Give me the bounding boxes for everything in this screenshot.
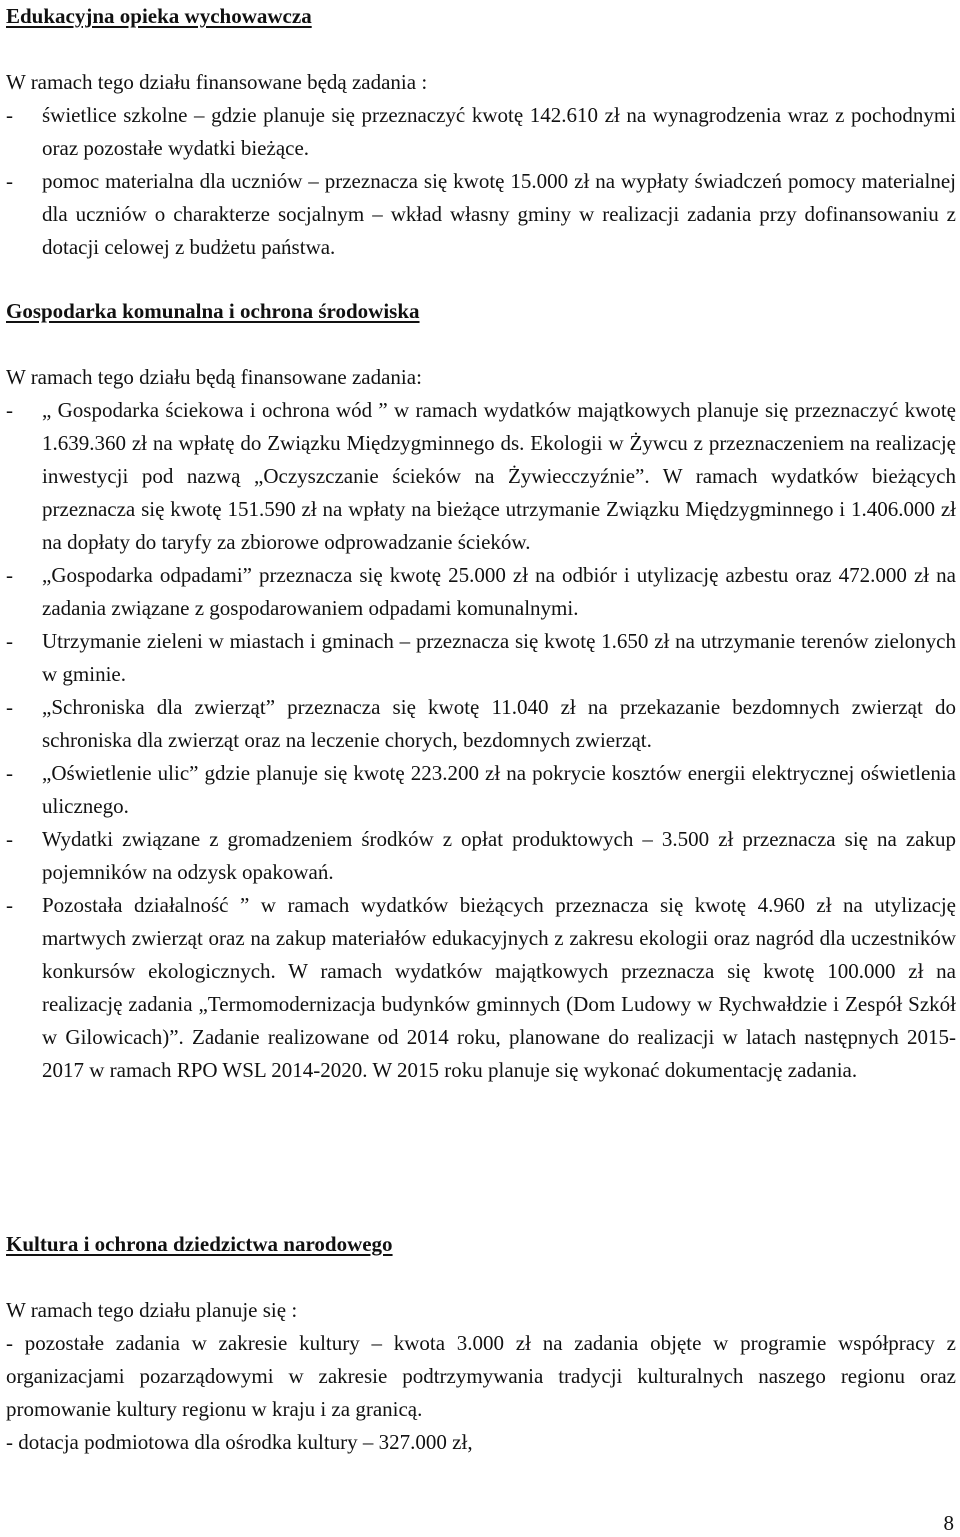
section-intro: W ramach tego działu planuje się : [6,1298,298,1322]
section-title: Gospodarka komunalna i ochrona środowiska [6,299,420,323]
paragraph: - pozostałe zadania w zakresie kultury – kwota 3.000 zł na zadania objęte w programie współpracy z organizacjami pozarządowymi w zakresie podtrzymywania tradycji kulturalnych naszego regionu oraz promowanie kultury regionu w kraju i za granicą. [6,1331,956,1421]
paragraph: - dotacja podmiotowa dla ośrodka kultury – 327.000 zł, [6,1430,473,1454]
list-item [6,394,956,559]
section-communal [6,295,956,1087]
list-item [6,757,956,823]
dash-bullet: - [6,695,13,719]
section-title: Edukacyjna opieka wychowawcza [6,4,312,28]
list-item-text: pomoc materialna dla uczniów – przeznacza się kwotę 15.000 zł na wypłaty świadczeń pomocy materialnej dla uczniów o charakterze socjalnym – wkład własny gminy w realizacji zadania przy dofinansowaniu z dotacji celowej z budżetu państwa. [42,169,956,259]
list-item-text: świetlice szkolne – gdzie planuje się przeznaczyć kwotę 142.610 zł na wynagrodzenia wraz z pochodnymi oraz pozostałe wydatki bieżące. [42,103,956,160]
task-list [6,394,956,1087]
page-number: 8 [943,1511,954,1535]
list-item-text: Utrzymanie zieleni w miastach i gminach – przeznacza się kwotę 1.650 zł na utrzymanie terenów zielonych w gminie. [42,629,956,686]
dash-bullet: - [6,827,13,851]
list-item-text: „Gospodarka odpadami” przeznacza się kwotę 25.000 zł na odbiór i utylizację azbestu oraz 472.000 zł na zadania związane z gospodarowaniem odpadami komunalnymi. [42,563,956,620]
list-item-text: „Schroniska dla zwierząt” przeznacza się kwotę 11.040 zł na przekazanie bezdomnych zwierząt do schroniska dla zwierząt oraz na leczenie chorych, bezdomnych zwierząt. [42,695,956,752]
section-title: Kultura i ochrona dziedzictwa narodowego [6,1232,393,1256]
list-item [6,691,956,757]
list-item-text: Wydatki związane z gromadzeniem środków z opłat produktowych – 3.500 zł przeznacza się na zakup pojemników na odzysk opakowań. [42,827,956,884]
list-item [6,559,956,625]
dash-bullet: - [6,761,13,785]
section-culture [6,1228,956,1459]
list-item [6,625,956,691]
dash-bullet: - [6,893,13,917]
list-item [6,165,956,264]
dash-bullet: - [6,563,13,587]
dash-bullet: - [6,103,13,127]
list-item [6,99,956,165]
task-list [6,99,956,264]
list-item [6,823,956,889]
list-item-text: Pozostała działalność ” w ramach wydatków bieżących przeznacza się kwotę 4.960 zł na utylizację martwych zwierząt oraz na zakup materiałów edukacyjnych z zakresu ekologii oraz nagród dla uczestników konkursów ekologicznych. W ramach wydatków majątkowych przeznacza się kwotę 100.000 zł na realizację zadania „Termomodernizacja budynków gminnych (Dom Ludowy w Rychwałdzie i Zespół Szkół w Gilowicach)”. Zadanie realizowane od 2014 roku, planowane do realizacji w latach następnych 2015-2017 w ramach RPO WSL 2014-2020. W 2015 roku planuje się wykonać dokumentację zadania. [42,893,956,1082]
dash-bullet: - [6,398,13,422]
list-item [6,889,956,1087]
section-education [6,0,956,264]
list-item-text: „ Gospodarka ściekowa i ochrona wód ” w ramach wydatków majątkowych planuje się przeznaczyć kwotę 1.639.360 zł na wpłatę do Związku Międzygminnego ds. Ekologii w Żywcu z przeznaczeniem na realizację inwestycji pod nazwą „Oczyszczanie ścieków na Żywiecczyźnie”. W ramach wydatków bieżących przeznacza się kwotę 151.590 zł na wpłaty na bieżące utrzymanie Związku Międzygminnego i 1.406.000 zł na dopłaty do taryfy za zbiorowe odprowadzanie ścieków. [42,398,956,554]
section-intro: W ramach tego działu finansowane będą zadania : [6,70,428,94]
dash-bullet: - [6,169,13,193]
section-intro: W ramach tego działu będą finansowane zadania: [6,365,422,389]
dash-bullet: - [6,629,13,653]
list-item-text: „Oświetlenie ulic” gdzie planuje się kwotę 223.200 zł na pokrycie kosztów energii elektrycznej oświetlenia ulicznego. [42,761,956,818]
